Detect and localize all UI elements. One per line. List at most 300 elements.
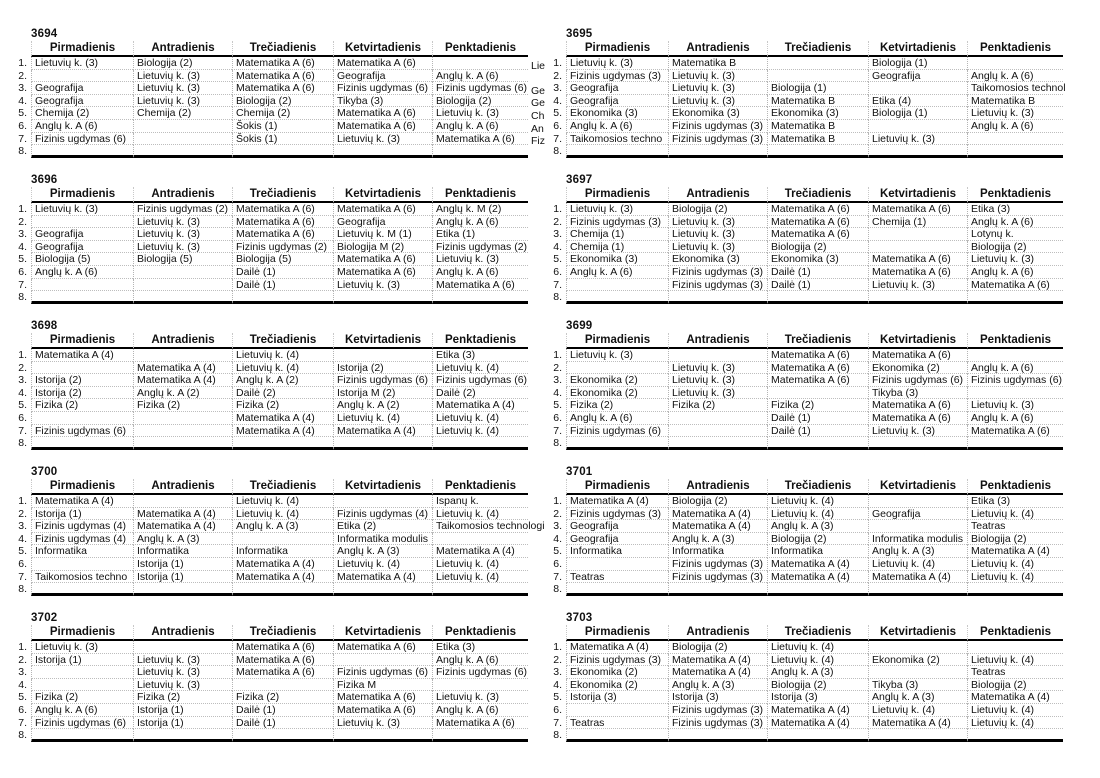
lesson-cell: Lietuvių k. (3) (566, 57, 668, 70)
lesson-cell: Istorija (3) (668, 691, 767, 704)
timetable-3703 (546, 611, 1063, 742)
lesson-cell: Lietuvių k. (4) (333, 558, 432, 571)
lesson-cell: Biologija (2) (767, 679, 868, 692)
lesson-cell: Informatika (767, 545, 868, 558)
lesson-cell: Lietuvių k. (4) (432, 362, 528, 375)
row-number: 7. (18, 716, 27, 729)
lesson-cell: Geografija (31, 95, 133, 108)
lesson-cell: Anglų k. A (3) (668, 679, 767, 692)
lesson-cell: Anglų k. A (6) (432, 704, 528, 717)
lesson-cell: Lietuvių k. (3) (668, 216, 767, 229)
lesson-cell (133, 133, 232, 146)
lesson-cell: Anglų k. A (6) (967, 70, 1063, 83)
lesson-cell (668, 437, 767, 450)
day-header: Pirmadienis (566, 41, 668, 57)
day-header: Pirmadienis (566, 187, 668, 203)
lesson-cell: Matematika A (6) (432, 133, 528, 146)
lesson-cell (333, 495, 432, 508)
table-row (11, 508, 528, 521)
lesson-cell: Istorija M (2) (333, 387, 432, 400)
lesson-cell: Fizinis ugdymas (6) (31, 425, 133, 438)
lesson-cell: Lietuvių k. (3) (333, 133, 432, 146)
row-number: 3. (18, 82, 27, 95)
lesson-cell: Matematika A (4) (566, 641, 668, 654)
lesson-cell: Taikomosios technol (967, 82, 1063, 95)
day-header: Trečiadienis (232, 479, 333, 495)
table-row (546, 279, 1063, 292)
lesson-cell: Fizinis ugdymas (6) (333, 666, 432, 679)
row-number: 1. (553, 495, 562, 507)
lesson-cell: Lietuvių k. (3) (333, 279, 432, 292)
lesson-cell (432, 57, 528, 70)
row-number-spacer (546, 333, 566, 349)
day-header-row (11, 333, 528, 349)
lesson-cell (566, 558, 668, 571)
day-header: Antradienis (668, 479, 767, 495)
table-row (546, 654, 1063, 667)
row-number: 6. (553, 265, 562, 278)
day-header-row (11, 625, 528, 641)
lesson-cell (232, 533, 333, 546)
lesson-cell: Lietuvių k. (3) (668, 70, 767, 83)
table-row (11, 145, 528, 158)
lesson-cell: Matematika A (4) (668, 666, 767, 679)
day-header: Trečiadienis (767, 479, 868, 495)
lesson-cell: Tikyba (3) (333, 95, 432, 108)
lesson-cell: Chemija (1) (868, 216, 967, 229)
lesson-cell: Lietuvių k. (4) (967, 558, 1063, 571)
row-number: 7. (18, 132, 27, 145)
timetable-3697 (546, 173, 1063, 304)
lesson-cell: Fizinis ugdymas (6) (967, 374, 1063, 387)
table-row (546, 641, 1063, 654)
lesson-cell: Dailė (1) (232, 717, 333, 730)
row-number: 7. (553, 716, 562, 729)
lesson-cell (868, 145, 967, 158)
day-header: Trečiadienis (232, 625, 333, 641)
lesson-cell: Matematika A (6) (232, 82, 333, 95)
lesson-cell: Fizinis ugdymas (2) (432, 241, 528, 254)
row-number: 2. (553, 215, 562, 228)
lesson-cell: Lietuvių k. M (1) (333, 228, 432, 241)
row-number: 3. (553, 520, 562, 533)
day-header: Antradienis (133, 41, 232, 57)
row-number: 4. (18, 386, 27, 399)
lesson-cell: Fizinis ugdymas (6) (432, 666, 528, 679)
lesson-cell (967, 133, 1063, 146)
row-number: 8. (553, 291, 562, 304)
row-number: 3. (553, 228, 562, 241)
lesson-cell (31, 291, 133, 304)
row-number: 7. (18, 424, 27, 437)
lesson-cell: Lietuvių k. (3) (668, 387, 767, 400)
lesson-cell (31, 583, 133, 596)
day-header: Antradienis (668, 41, 767, 57)
lesson-cell: Matematika A (6) (333, 120, 432, 133)
lesson-cell (232, 729, 333, 742)
table-row (546, 583, 1063, 596)
lesson-cell: Lietuvių k. (3) (133, 679, 232, 692)
lesson-cell: Matematika A (4) (133, 362, 232, 375)
lesson-cell: Matematika A (4) (133, 508, 232, 521)
lesson-cell: Informatika (668, 545, 767, 558)
lesson-cell (432, 533, 528, 546)
lesson-cell: Biologija (5) (232, 253, 333, 266)
lesson-cell: Anglų k. A (6) (566, 266, 668, 279)
table-row (11, 412, 528, 425)
lesson-cell: Matematika A (4) (333, 571, 432, 584)
lesson-cell: Biologija (5) (31, 253, 133, 266)
class-number: 3695 (566, 28, 593, 40)
lesson-cell: Matematika B (767, 120, 868, 133)
lesson-cell: Matematika A (6) (767, 203, 868, 216)
lesson-cell: Matematika B (967, 95, 1063, 108)
table-row (546, 362, 1063, 375)
lesson-cell: Dailė (1) (767, 266, 868, 279)
lesson-cell: Anglų k. A (6) (967, 362, 1063, 375)
lesson-cell: Fizinis ugdymas (2) (133, 203, 232, 216)
lesson-cell: Matematika A (6) (868, 253, 967, 266)
lesson-cell: Lietuvių k. (4) (432, 412, 528, 425)
table-row (11, 291, 528, 304)
lesson-cell: Matematika A (6) (767, 228, 868, 241)
row-number: 1. (18, 57, 27, 69)
day-header: Penktadienis (432, 625, 528, 641)
table-row (11, 120, 528, 133)
lesson-cell: Biologija (2) (967, 533, 1063, 546)
lesson-cell: Lotynų k. (967, 228, 1063, 241)
lesson-cell (133, 120, 232, 133)
lesson-cell: Matematika A (4) (767, 704, 868, 717)
row-number: 5. (553, 691, 562, 704)
clipped-text-fragment: Lie (531, 59, 546, 72)
day-header: Antradienis (133, 625, 232, 641)
day-header: Antradienis (133, 479, 232, 495)
lesson-cell: Lietuvių k. (3) (668, 82, 767, 95)
lesson-cell (967, 57, 1063, 70)
lesson-cell (868, 729, 967, 742)
row-number: 2. (553, 361, 562, 374)
lesson-cell: Istorija (1) (31, 508, 133, 521)
lesson-cell: Anglų k. A (3) (767, 520, 868, 533)
lesson-cell: Lietuvių k. (3) (133, 70, 232, 83)
lesson-cell: Ekonomika (2) (566, 374, 668, 387)
lesson-cell: Matematika A (6) (232, 228, 333, 241)
lesson-cell: Etika (3) (432, 641, 528, 654)
lesson-cell: Biologija (1) (868, 107, 967, 120)
lesson-cell: Lietuvių k. (3) (868, 425, 967, 438)
lesson-cell: Matematika A (6) (333, 691, 432, 704)
row-number: 4. (18, 678, 27, 691)
lesson-cell: Fizinis ugdymas (6) (566, 425, 668, 438)
lesson-cell: Lietuvių k. (3) (432, 691, 528, 704)
row-number: 4. (553, 94, 562, 107)
lesson-cell: Lietuvių k. (3) (31, 641, 133, 654)
lesson-cell: Anglų k. A (6) (967, 412, 1063, 425)
lesson-cell: Lietuvių k. (3) (967, 399, 1063, 412)
lesson-cell: Lietuvių k. (3) (133, 241, 232, 254)
lesson-cell (133, 641, 232, 654)
table-row (11, 679, 528, 692)
row-number: 8. (553, 583, 562, 596)
lesson-cell: Anglų k. M (2) (432, 203, 528, 216)
table-row (11, 133, 528, 146)
row-number: 6. (18, 411, 27, 424)
lesson-cell: Etika (4) (868, 95, 967, 108)
lesson-cell: Matematika A (4) (31, 495, 133, 508)
table-row (546, 495, 1063, 508)
lesson-cell: Matematika A (6) (333, 203, 432, 216)
table-row (546, 717, 1063, 730)
lesson-cell (767, 583, 868, 596)
row-number: 2. (18, 69, 27, 82)
day-header: Pirmadienis (566, 625, 668, 641)
day-header: Pirmadienis (31, 625, 133, 641)
lesson-cell: Matematika B (767, 95, 868, 108)
lesson-cell: Chemija (1) (566, 241, 668, 254)
lesson-cell: Matematika A (6) (232, 216, 333, 229)
lesson-cell: Fizinis ugdymas (6) (333, 374, 432, 387)
table-row (546, 666, 1063, 679)
row-number: 5. (553, 399, 562, 412)
lesson-cell: Lietuvių k. (3) (566, 349, 668, 362)
row-number: 5. (553, 545, 562, 558)
lesson-cell: Matematika A (6) (432, 279, 528, 292)
lesson-cell: Fizika (2) (668, 399, 767, 412)
table-row (11, 266, 528, 279)
lesson-cell (668, 145, 767, 158)
lesson-cell: Istorija (1) (133, 717, 232, 730)
lesson-cell: Geografija (868, 508, 967, 521)
day-header: Pirmadienis (31, 41, 133, 57)
lesson-cell: Matematika A (6) (868, 266, 967, 279)
lesson-cell: Fizinis ugdymas (3) (566, 216, 668, 229)
row-number: 3. (18, 374, 27, 387)
lesson-cell (868, 437, 967, 450)
lesson-cell: Chemija (2) (31, 107, 133, 120)
class-number: 3697 (566, 174, 593, 186)
lesson-cell (967, 437, 1063, 450)
lesson-cell (868, 82, 967, 95)
lesson-cell (566, 583, 668, 596)
lesson-cell: Dailė (1) (232, 266, 333, 279)
table-row (11, 425, 528, 438)
lesson-cell (767, 437, 868, 450)
row-number: 8. (18, 583, 27, 596)
row-number: 5. (18, 107, 27, 120)
lesson-cell (668, 425, 767, 438)
day-header: Trečiadienis (232, 187, 333, 203)
lesson-cell: Anglų k. A (6) (432, 70, 528, 83)
lesson-cell (566, 704, 668, 717)
lesson-cell: Informatika (566, 545, 668, 558)
lesson-cell: Fizinis ugdymas (3) (668, 279, 767, 292)
row-number: 6. (553, 119, 562, 132)
row-number-spacer (546, 187, 566, 203)
table-row (11, 216, 528, 229)
row-number-spacer (546, 479, 566, 495)
timetable-3695 (546, 27, 1066, 158)
row-number: 5. (553, 253, 562, 266)
lesson-cell: Dailė (1) (767, 279, 868, 292)
table-row (546, 437, 1063, 450)
table-row (546, 412, 1063, 425)
table-row (11, 520, 545, 533)
lesson-cell (967, 583, 1063, 596)
row-number: 6. (553, 557, 562, 570)
table-row (11, 228, 528, 241)
lesson-cell: Matematika A (6) (767, 216, 868, 229)
row-number: 1. (553, 349, 562, 361)
lesson-cell: Matematika B (668, 57, 767, 70)
table-row (11, 253, 528, 266)
row-number: 4. (553, 678, 562, 691)
class-number: 3700 (31, 466, 58, 478)
lesson-cell (566, 362, 668, 375)
table-row (11, 729, 528, 742)
row-number-spacer (11, 41, 31, 57)
lesson-cell: Matematika A (4) (868, 571, 967, 584)
lesson-cell: Dailė (1) (232, 279, 333, 292)
lesson-cell (31, 362, 133, 375)
lesson-cell: Anglų k. A (6) (967, 266, 1063, 279)
lesson-cell (767, 729, 868, 742)
table-row (11, 107, 528, 120)
table-row (546, 70, 1063, 83)
lesson-cell: Biologija (1) (767, 82, 868, 95)
lesson-cell (333, 654, 432, 667)
lesson-cell: Fizinis ugdymas (2) (232, 241, 333, 254)
table-row (546, 145, 1063, 158)
lesson-cell (31, 558, 133, 571)
lesson-cell: Lietuvių k. (3) (133, 666, 232, 679)
row-number: 2. (18, 361, 27, 374)
row-number-spacer (11, 479, 31, 495)
lesson-cell (868, 583, 967, 596)
lesson-cell: Lietuvių k. (4) (967, 717, 1063, 730)
row-number: 3. (18, 666, 27, 679)
row-number: 6. (553, 703, 562, 716)
lesson-cell: Matematika A (4) (767, 571, 868, 584)
lesson-cell: Biologija (2) (133, 57, 232, 70)
lesson-cell: Fizinis ugdymas (4) (333, 508, 432, 521)
lesson-cell: Anglų k. A (6) (566, 412, 668, 425)
lesson-cell: Matematika A (6) (232, 70, 333, 83)
lesson-cell: Fizika (2) (31, 691, 133, 704)
lesson-cell (333, 145, 432, 158)
lesson-cell: Anglų k. A (3) (668, 533, 767, 546)
lesson-cell: Matematika A (4) (767, 558, 868, 571)
lesson-cell (133, 583, 232, 596)
row-number: 4. (553, 386, 562, 399)
lesson-cell: Biologija (2) (767, 241, 868, 254)
lesson-cell: Lietuvių k. (3) (668, 228, 767, 241)
lesson-cell (868, 641, 967, 654)
lesson-cell (133, 729, 232, 742)
table-row (11, 279, 528, 292)
day-header-row (546, 41, 1063, 57)
lesson-cell: Anglų k. A (6) (432, 654, 528, 667)
table-row (11, 437, 528, 450)
lesson-cell (432, 583, 528, 596)
lesson-cell: Taikomosios techno (31, 571, 133, 584)
day-header: Ketvirtadienis (333, 625, 432, 641)
table-row (11, 70, 528, 83)
lesson-cell (668, 412, 767, 425)
class-number: 3699 (566, 320, 593, 332)
lesson-cell (566, 279, 668, 292)
lesson-cell: Lietuvių k. (3) (133, 95, 232, 108)
lesson-cell: Matematika A (4) (232, 571, 333, 584)
lesson-cell: Anglų k. A (6) (31, 704, 133, 717)
table-row (546, 253, 1063, 266)
row-number: 1. (18, 641, 27, 653)
day-header: Penktadienis (967, 479, 1063, 495)
day-header-row (546, 333, 1063, 349)
class-number: 3702 (31, 612, 58, 624)
lesson-cell: Lietuvių k. (3) (967, 107, 1063, 120)
lesson-cell: Fizika M (333, 679, 432, 692)
table-row (546, 399, 1063, 412)
lesson-cell: Anglų k. A (3) (133, 533, 232, 546)
table-row (546, 203, 1063, 216)
lesson-cell: Istorija (1) (133, 704, 232, 717)
lesson-cell: Etika (2) (333, 520, 432, 533)
lesson-cell (232, 437, 333, 450)
table-row (11, 641, 528, 654)
lesson-cell (668, 729, 767, 742)
class-number: 3698 (31, 320, 58, 332)
lesson-cell: Lietuvių k. (4) (967, 704, 1063, 717)
lesson-cell: Anglų k. A (6) (566, 120, 668, 133)
lesson-cell: Matematika A (6) (967, 425, 1063, 438)
lesson-cell: Anglų k. A (3) (333, 545, 432, 558)
table-row (546, 545, 1063, 558)
table-row (546, 291, 1063, 304)
lesson-cell: Lietuvių k. (4) (767, 508, 868, 521)
lesson-cell: Matematika A (6) (767, 349, 868, 362)
lesson-cell (232, 679, 333, 692)
row-number: 1. (553, 203, 562, 215)
lesson-cell (967, 729, 1063, 742)
lesson-cell (868, 291, 967, 304)
lesson-cell: Anglų k. A (3) (868, 691, 967, 704)
day-header: Penktadienis (432, 333, 528, 349)
lesson-cell: Matematika A (6) (868, 349, 967, 362)
lesson-cell (767, 70, 868, 83)
lesson-cell: Matematika A (6) (232, 641, 333, 654)
lesson-cell (333, 729, 432, 742)
row-number: 4. (18, 532, 27, 545)
day-header: Ketvirtadienis (868, 479, 967, 495)
row-number: 6. (18, 119, 27, 132)
day-header-row (546, 187, 1063, 203)
timetable-3700 (11, 465, 545, 596)
lesson-cell: Matematika A (6) (232, 203, 333, 216)
lesson-cell: Teatras (566, 571, 668, 584)
lesson-cell: Fizinis ugdymas (3) (668, 717, 767, 730)
lesson-cell: Lietuvių k. (3) (31, 203, 133, 216)
lesson-cell (432, 437, 528, 450)
day-header: Trečiadienis (767, 187, 868, 203)
table-row (546, 216, 1063, 229)
row-number: 2. (18, 507, 27, 520)
lesson-cell: Ekonomika (3) (668, 253, 767, 266)
lesson-cell: Etika (1) (432, 228, 528, 241)
lesson-cell: Anglų k. A (2) (133, 387, 232, 400)
table-row (11, 374, 528, 387)
table-row (546, 679, 1063, 692)
